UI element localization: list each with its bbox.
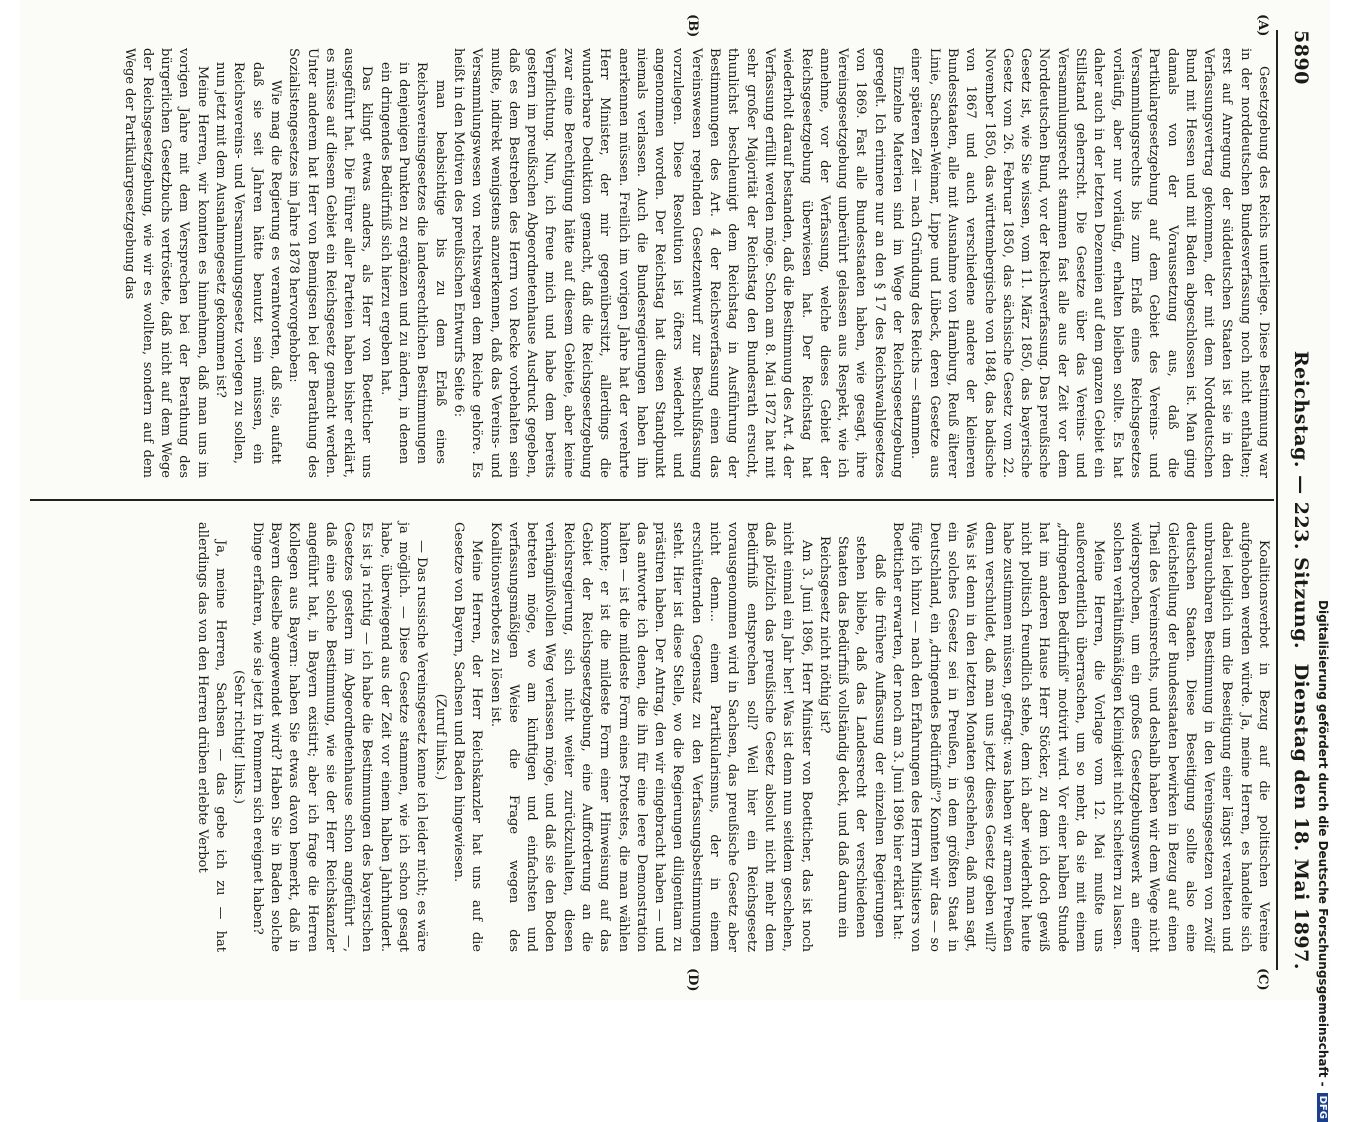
interjection: (Sehr richtig! links.) — [231, 670, 247, 804]
document-page — [20, 0, 1330, 1000]
quote-paragraph: man beabsichtige bis zu dem Erlaß eines Reichsvereinsgesetzes die landesrechtlichen Bestimmungen in denjenigen Punkten zu ergänzen und zu ändern, in denen ein dringendes Bedürfniß sich hierzu ergeben hat. — [377, 62, 448, 464]
interjection: (Zuruf links.) — [432, 693, 448, 781]
quote-paragraph: daß die frühere Auffassung der einzelnen Regierungen stehen bliebe, daß das Landesrecht der verschiedenen Staaten das Bedürfniß vollständig deckt, und daß darum ein Reichsgesetz nicht nöthig ist? — [816, 536, 887, 938]
paragraph: Das klingt etwas anders, als Herr von Boetticher uns ausgeführt hat. Die Führer aller Parteien haben bisher erklärt, es müsse auf diesem Gebiet ein Reichsgesetz gemacht werden. Unter anderem hat Herr von Bennigsen bei der Berathung des Sozialistengesetzes im Jahre 1878 hervorgehoben: — [286, 48, 375, 478]
paragraph: Ja, meine Herren, Sachsen — das gebe ich zu — hat allerdings das von den Herren drüben erlebte Verbot — [194, 522, 229, 952]
margin-marker-b: (B) — [685, 14, 700, 38]
paragraph: Einzelne Materien sind im Wege der Reichsgesetzgebung geregelt. Ich erinnere nur an den § 17 des Reichswahlgesetzes von 1869. Fast alle Bundesstaaten haben, wie gesagt, ihre Vereinsgesetzgebung unberührt gelassen aus Respekt, wie ich annehme, vor der Verfassung, welche dieses Gebiet der Reichsgesetzgebung überwiesen hat. Der Reichstag hat wiederholt darauf bestanden, daß die Bestimmung des Art. 4 der Verfassung erfüllt werden möge. Schon am 8. Mai 1872 hat mit sehr großer Majorität der Reichstag den Bundesrath ersucht, thunlichst beschleunigt dem Reichstag in Ausführung der Bestimmungen des Art. 4 der Reichsverfassung einen das Vereinswesen regelnden Gesetzentwurf zur Beschlußfassung vorzulegen. Diese Resolution ist öfters wiederholt und angenommen worden. Der Reichstag hat diesen Standpunkt niemals verlassen. Auch die Bundesregierungen haben ihn anerkennen müssen. Freilich im vorigen Jahre hat der verehrte Herr Minister, der mir gegenübersitzt, allerdings die wunderbare Deduktion gemacht, daß die Reichsgesetzgebung zwar eine Berechtigung hätte auf diesem Gebiete, aber keine Verpflichtung. Nun, ich freue mich und habe dem bereits gestern im preußischen Abgeordnetenhause Ausdruck gegeben, daß es dem Bestreben des Herrn von Recke vorbehalten sein mußte, indirekt wenigstens anzuerkennen, daß das Vereins- und Versammlungswesen von rechtswegen dem Reiche gehöre. Es heißt in den Motiven des preußischen Entwurfs Seite 6: — [450, 48, 906, 478]
paragraph: Meine Herren, der Herr Reichskanzler hat uns auf die Gesetze von Bayern, Sachsen und Baden hingewiesen. — [450, 522, 485, 952]
dfg-logo: DFG — [1317, 1093, 1328, 1122]
footer-text: Digitalisierung gefördert durch die Deutsche Forschungsgemeinschaft - — [1316, 600, 1330, 1087]
header-rule — [1276, 30, 1278, 970]
paragraph: Gesetzgebung des Reichs unterliege. Diese Bestimmung war in der norddeutschen Bundesverfassung noch nicht enthalten; erst auf Anregung der süddeutschen Staaten ist sie in den Verfassungsvertrag gekommen, der mit dem Norddeutschen Bund mit Hessen und mit Baden abgeschlossen ist. Man ging damals von der Voraussetzung aus, daß die Partikulargesetzgebung auf dem Gebiet des Vereins- und Versammlungsrechts bis zum Erlaß eines Reichsgesetzes vorläufig, aber nur vorläufig, erhalten bleiben sollte. Es hat daher auch in der letzten Dezennien auf dem ganzen Gebiet ein Stillstand geherrscht. Die Gesetze über das Vereins- und Versammlungsrecht stammen fast alle aus der Zeit vor dem Norddeutschen Bund, vor der Reichsverfassung. Das preußische Gesetz ist, wie Sie wissen, vom 11. März 1850, das bayerische Gesetz vom 26. Februar 1850, das sächsische Gesetz vom 22. November 1850, das württembergische von 1848, das badische von 1867 und auch verschiedene andere der kleineren Bundesstaaten, alle mit Ausnahme von Hamburg, Reuß älterer Linie, Sachsen-Weimar, Lippe und Lübeck, deren Gesetze aus einer späteren Zeit — nach Gründung des Reichs — stammen. — [908, 48, 1271, 478]
right-column — [192, 522, 1272, 952]
paragraph: Koalitionsverbot in Bezug auf die politischen Vereine aufgehoben werden würde. Ja, meine Herren, es handelte sich dabei lediglich um die Beseitigung einer längst veralteten und unbrauchbaren Bestimmung in den Vereinsgesetzen von zwölf deutschen Staaten. Diese Beseitigung sollte also eine Gleichstellung der Bundesstaaten bewirken in Bezug auf einen Theil des Vereinsrechts, und deshalb haben wir dem Wege nicht widersprochen, um ein großes Gesetzgebungswerk an einer solchen verhältnißmäßigen Kleinigkeit nicht scheitern zu lassen. — [1109, 522, 1271, 952]
quote-paragraph: Wie mag die Regierung es verantworten, daß sie, aufatt daß sie seit Jahren hätte benutzt sein müssen, ein Reichsvereins- und Versammlungsgesetz vorlegen zu sollen, nun jetzt mit dem Ausnahmegesetz gekommen ist? — [213, 62, 283, 464]
paragraph: — Das russische Vereinsgesetz kenne ich leider nicht; es wäre ja möglich. — Diese Gesetze stammen, wie ich schon gesagt habe, überwiegend aus der Zeit vor einem halben Jahrhundert. Es ist ja richtig — ich habe die Bestimmungen des bayerischen Gesetzes gestern im Abgeordnetenhause schon angeführt —, daß eine solche Bestimmung, wie sie der Herr Reichskanzler angeführt hat, in Bayern existirt; aber ich frage die Herren Kollegen aus Bayern: haben Sie etwas davon bemerkt, daß in Bayern dieselbe angewendet wird? Haben Sie in Baden solche Dinge erfahren, wie sie jetzt in Pommern sich ereignet haben? — [249, 522, 430, 952]
margin-marker-a: (A) — [1255, 14, 1270, 37]
left-column — [119, 48, 1272, 478]
digitization-footer — [1312, 600, 1330, 1119]
margin-marker-c: (C) — [1255, 968, 1270, 991]
column-divider — [30, 499, 1274, 501]
paragraph: Meine Herren, die Vorlage vom 12. Mai mußte uns außerordentlich überraschen, um so mehr, da sie mit einem „dringenden Bedürfniß" motivirt wird. Vor einer halben Stunde hat im anderen Hause Herr Stöcker, zu dem ich doch gewiß nicht politisch freundlich stehe, dem ich aber wiederholt heute habe zustimmen müssen, gefragt: was haben wir armen Preußen denn verschuldet, daß man uns jetzt dieses Gesetz geben will? Was ist denn in den letzten Monaten geschehen, daß man sagt, ein solches Gesetz sei in Preußen, in dem größten Staat in Deutschland, ein „dringendes Bedürfniß"? Konnten wir das — so füge ich hinzu — nach den Erfahrungen des Herrn Ministers von Boetticher erwarten, der noch am 3. Juni 1896 hier erklärt hat: — [890, 522, 1107, 952]
page-number: 5890 — [1290, 30, 1312, 85]
paragraph: Meine Herren, wir konnten es hinnehmen, daß man uns im vorigen Jahre mit dem Versprechen bei der Berathung des bürgerlichen Gesetzbuchs vertröstete, daß nicht auf dem Wege der Reichsgesetzgebung, wie wir es wollten, sondern auf dem Wege der Partikulargesetzgebung das — [121, 48, 210, 478]
session-date: Dienstag den 18. Mai 1897. — [1290, 663, 1312, 970]
margin-marker-d: (D) — [685, 968, 700, 992]
page-header — [1280, 30, 1312, 970]
session-title: Reichstag. — 223. Sitzung. — [1290, 350, 1312, 650]
paragraph: Am 3. Juni 1896, Herr Minister von Boetticher, das ist noch nicht einmal ein Jahr her! Was ist denn nun seitdem geschehen, daß plötzlich das preußische Gesetz absolut nicht mehr dem Bedürfniß entsprechen soll? Weil hier ein Reichsgesetz vorausgenommen wird in Sachsen, das preußische Gesetz aber nicht denn... einem Partikularismus, der in einem erschütternden Gegensatz zu den Verfassungsbestimmungen steht. Hier ist diese Stelle, wo die Regierungen diligentiam zu prästiren haben. Der Antrag, den wir eingebracht haben — und das antworte ich denen, die ihn für eine leere Demonstration halten — ist die mildeste Form eines Protestes, die man wählen konnte; er ist die mildeste Form einer Hinweisung auf das Gebiet der Reichsgesetzgebung, eine Aufforderung an die Reichsregierung, sich nicht weiter zurückzuhalten, diesen verhängnißvollen Weg verlassen möge, und daß sie den Boden betreten möge, wo am künftigen und einfachsten und verfassungsmäßigen Weise die Frage wegen des Koalitionsverbotes zu lösen ist. — [487, 522, 814, 952]
